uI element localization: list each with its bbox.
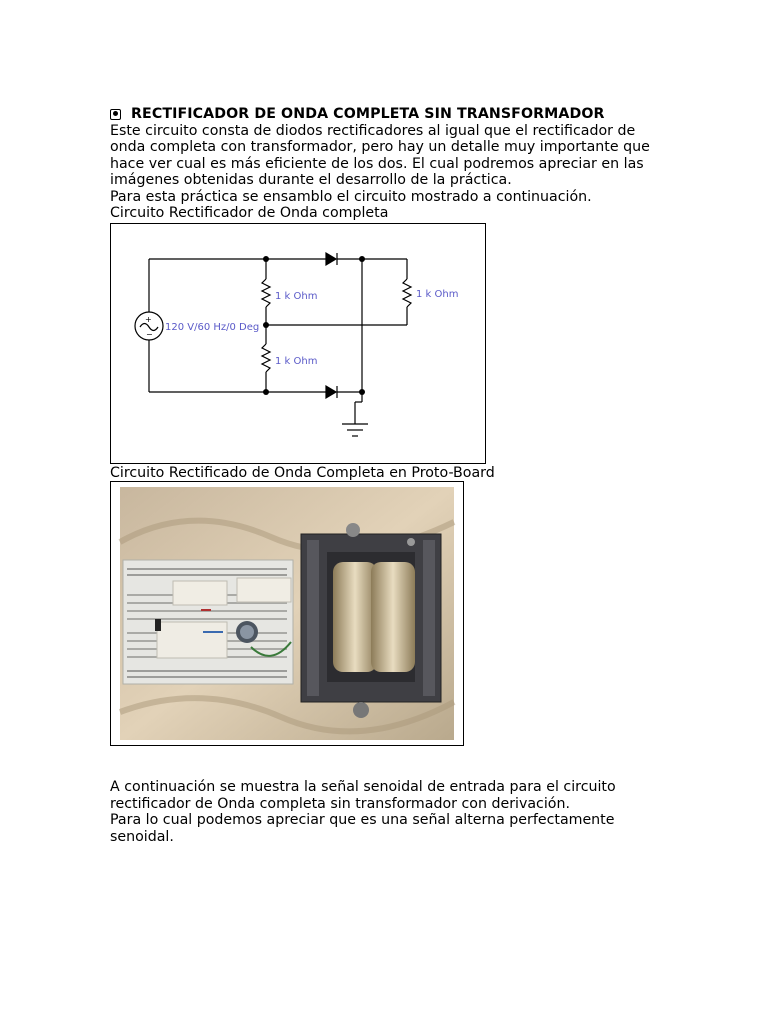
protoboard-image bbox=[111, 482, 463, 745]
caption-circuit: Circuito Rectificador de Onda completa bbox=[110, 205, 389, 221]
diode-bottom bbox=[326, 386, 336, 398]
bullet-icon bbox=[110, 109, 121, 120]
paragraph-input-signal: A continuación se muestra la señal senoidal de entrada para el circuito rectificador de Onda completa sin transformador con derivación. bbox=[110, 779, 616, 812]
document-body bbox=[110, 106, 670, 222]
paragraph-intro: Este circuito consta de diodos rectificadores al igual que el rectificador de onda completa con transformador, pero hay un detalle muy importante que hace ver cual es más eficiente de los dos. El cual podremos apreciar en las imágenes obtenidas durante el desarrollo de la práctica. bbox=[110, 122, 650, 188]
document-body-lower bbox=[110, 779, 670, 845]
svg-text:−: − bbox=[146, 330, 153, 339]
r1-label: 1 k Ohm bbox=[275, 291, 318, 302]
resistor-r1 bbox=[262, 279, 270, 307]
protoboard-photo bbox=[110, 481, 464, 746]
r2-label: 1 k Ohm bbox=[275, 356, 318, 367]
circuit-schematic bbox=[111, 224, 485, 463]
section-heading bbox=[110, 106, 670, 123]
resistor-load bbox=[403, 279, 411, 307]
source-label: 120 V/60 Hz/0 Deg bbox=[165, 322, 260, 333]
svg-text:+: + bbox=[145, 315, 152, 324]
paragraph-sine: Para lo cual podemos apreciar que es una señal alterna perfectamente senoidal. bbox=[110, 812, 615, 845]
paragraph-practice: Para esta práctica se ensamblo el circuito mostrado a continuación. bbox=[110, 188, 592, 205]
resistor-r2 bbox=[262, 344, 270, 372]
circuit-diagram bbox=[110, 223, 486, 464]
diode-top bbox=[326, 253, 336, 265]
caption-protoboard: Circuito Rectificado de Onda Completa en Proto-Board bbox=[110, 465, 495, 481]
rload-label: 1 k Ohm bbox=[416, 289, 459, 300]
heading-text: RECTIFICADOR DE ONDA COMPLETA SIN TRANSFORMADOR bbox=[131, 106, 605, 122]
